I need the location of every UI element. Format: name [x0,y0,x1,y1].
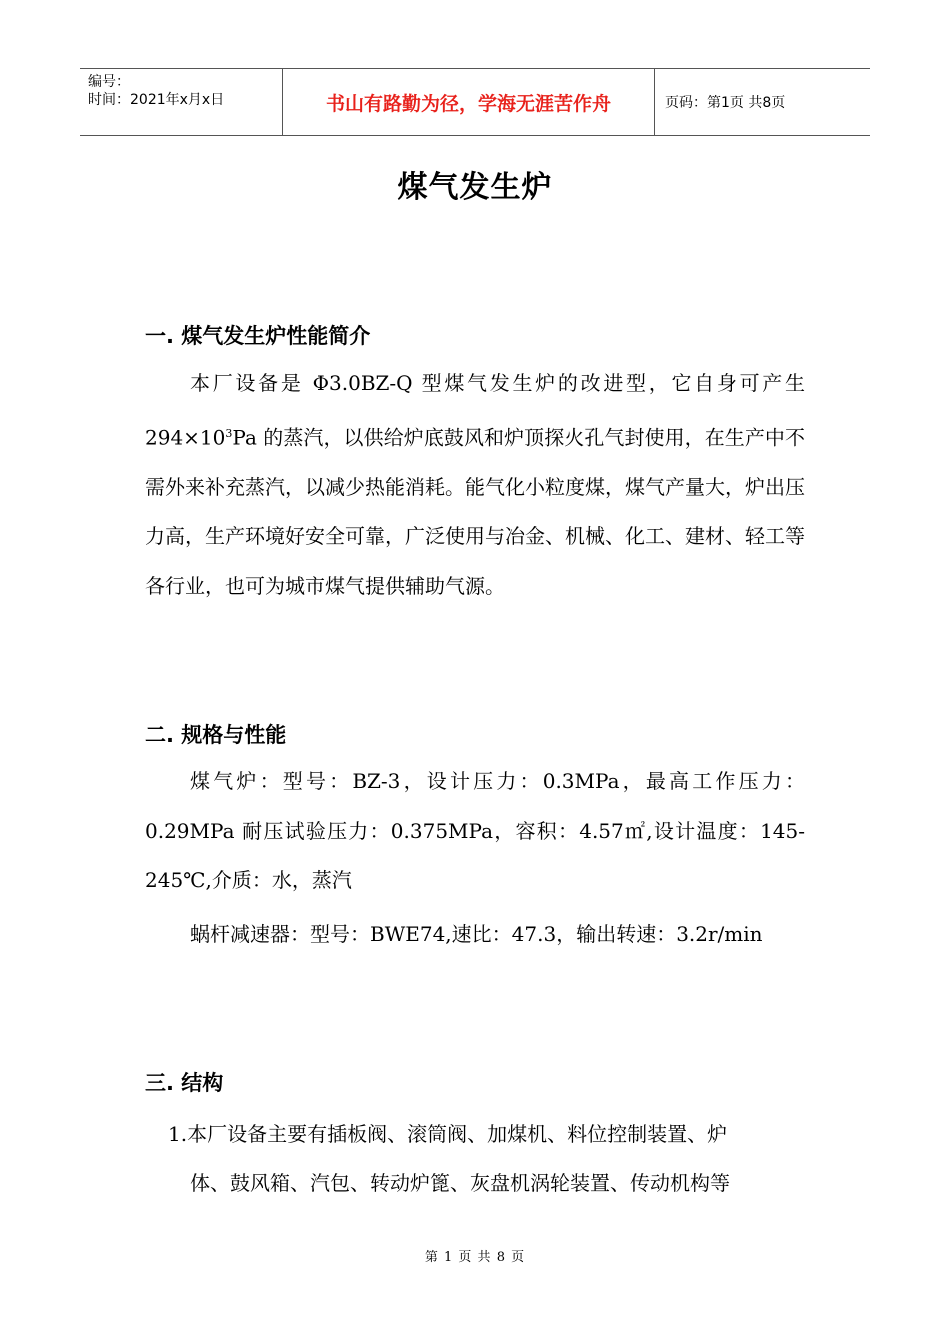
number-label: 编号： [88,74,130,90]
section-3-item-1-line-2: 体、鼓风箱、汽包、转动炉篦、灰盘机涡轮装置、传动机构等 [190,1171,730,1195]
section-3-heading: 三. 结构 [145,1071,224,1095]
page-footer: 第 1 页 共 8 页 [424,1250,526,1265]
section-2-heading: 二. 规格与性能 [145,723,287,747]
superscript: 3 [225,426,233,440]
header-left-cell [80,69,282,135]
section-1-heading: 一. 煤气发生炉性能简介 [145,324,371,348]
page-info: 页码：第1页 共8页 [665,95,786,111]
section-1-text-b: Pa 的蒸汽，以供给炉底鼓风和炉顶探火孔气封使用，在生产中不需外来补充蒸汽，以减少热能消耗。能气化小粒度煤，煤气产量大，炉出压力高，生产环境好安全可靠，广泛使用与冶金、机械、化工、建材、轻工等各行业，也可为城市煤气提供辅助气源。 [145,425,805,598]
section-1-paragraph [145,359,805,611]
section-1-text-a: 本厂设备是 Φ3.0BZ-Q 型煤气发生炉的改进型，它自身可产生 294×10 [145,371,805,450]
motto: 书山有路勤为径，学海无涯苦作舟 [282,69,655,135]
section-2-paragraph-1: 煤气炉：型号：BZ-3，设计压力：0.3MPa，最高工作压力：0.29MPa 耐压试验压力：0.375MPa，容积：4.57㎡,设计温度：145-245℃,介质：水，蒸汽 [145,769,805,892]
section-3-item-1-line-1: 1.本厂设备主要有插板阀、滚筒阀、加煤机、料位控制装置、炉 [168,1122,728,1146]
document-title: 煤气发生炉 [397,170,553,205]
section-2-paragraph-2: 蜗杆减速器：型号：BWE74,速比：47.3，输出转速：3.2r/min [190,922,763,946]
page-header [80,68,870,136]
date-label: 时间：2021年x月x日 [88,92,225,108]
